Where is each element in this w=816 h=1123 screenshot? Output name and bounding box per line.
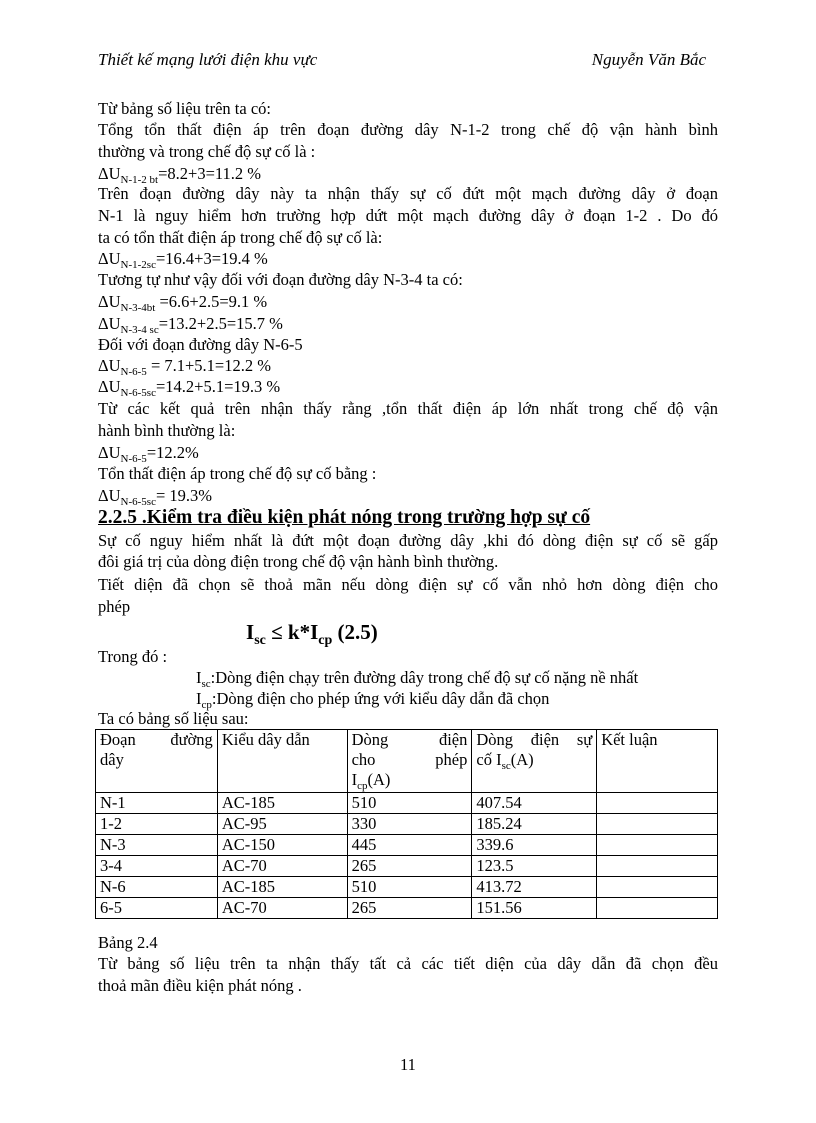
page-number: 11 (400, 1055, 416, 1074)
eq-value: =12.2% (146, 443, 199, 462)
def-symbol: I (196, 668, 202, 687)
equation-du-max-sc (98, 486, 718, 506)
delta-u-symbol: ΔU (98, 164, 121, 183)
table-row (96, 856, 718, 877)
paragraph-line: Tổng tổn thất điện áp trên đoạn đường dây N-1-2 trong chế độ vận hành bình (98, 120, 718, 139)
table-intro: Ta có bảng số liệu sau: (98, 709, 249, 728)
header-unit: (A) (510, 750, 534, 769)
table-cell: AC-185 (217, 877, 347, 898)
table-header-row (96, 730, 718, 793)
eq-value: = 19.3% (155, 486, 213, 505)
table-row (96, 898, 718, 919)
def-subscript: sc (201, 678, 211, 690)
eq-subscript: N-3-4 sc (120, 324, 159, 336)
paragraph-line: phép (98, 597, 131, 616)
table-cell: 1-2 (96, 814, 218, 835)
header-cell-wire-type (217, 730, 347, 793)
header-text: cho phép (351, 750, 468, 769)
header-text-icp (352, 770, 468, 790)
paragraph-line: thường và trong chế độ sự cố là : (98, 142, 316, 161)
eq-subscript: N-6-5sc (120, 496, 156, 508)
formula-number: (2.5) (332, 620, 378, 644)
paragraph-line: ta có tổn thất điện áp trong chế độ sự cố là: (98, 228, 383, 247)
table-cell: N-6 (96, 877, 218, 898)
paragraph-line: hành bình thường là: (98, 421, 236, 440)
def-symbol: I (196, 689, 202, 708)
delta-u-symbol: ΔU (98, 486, 121, 505)
paragraph-line: Tiết diện đã chọn sẽ thoả mãn nếu dòng điện sự cố vẫn nhỏ hơn dòng điện cho (98, 575, 718, 594)
delta-u-symbol: ΔU (98, 314, 121, 333)
header-text-isc (476, 750, 592, 770)
paragraph-line: N-1 là nguy hiểm hơn trường hợp dứt một mạch đường dây ở đoạn 1-2 . Do đó (98, 206, 718, 225)
intro-line: Từ bảng số liệu trên ta có: (98, 99, 271, 118)
table-cell: AC-150 (217, 835, 347, 856)
table-cell (597, 877, 718, 898)
header-author: Nguyễn Văn Bắc (591, 50, 706, 69)
table-cell: 330 (347, 814, 472, 835)
table-cell: 6-5 (96, 898, 218, 919)
header-subscript: cp (357, 780, 368, 792)
header-text: Dòng điện (351, 730, 468, 749)
table-cell: AC-185 (217, 793, 347, 814)
equation-du-n65-sc (98, 377, 718, 397)
eq-subscript: N-6-5sc (120, 387, 156, 399)
header-unit: (A) (367, 770, 391, 789)
table-row (96, 877, 718, 898)
header-symbol: I (351, 770, 358, 789)
table-cell: 265 (347, 856, 472, 877)
formula-i: I (246, 620, 255, 644)
table-cell: 265 (347, 898, 472, 919)
header-text: dây (100, 750, 124, 769)
eq-subscript: N-6-5 (120, 453, 147, 465)
equation-du-n34-bt (98, 292, 718, 312)
equation-du-n12-bt (98, 164, 718, 184)
eq-subscript: N-1-2sc (120, 259, 156, 271)
eq-value: = 7.1+5.1=12.2 % (146, 356, 271, 375)
eq-subscript: N-3-4bt (120, 302, 156, 314)
header-cell-icp (347, 730, 472, 793)
delta-u-symbol: ΔU (98, 443, 121, 462)
eq-value: =13.2+2.5=15.7 % (158, 314, 283, 333)
table-cell (597, 856, 718, 877)
paragraph-line: đôi giá trị của dòng điện trong chế độ vận hành bình thường. (98, 552, 499, 571)
table-cell: N-1 (96, 793, 218, 814)
table-cell: 3-4 (96, 856, 218, 877)
delta-u-symbol: ΔU (98, 249, 121, 268)
eq-value: =8.2+3=11.2 % (158, 164, 262, 183)
paragraph-line: Đối với đoạn đường dây N-6-5 (98, 335, 303, 354)
table-cell: AC-95 (217, 814, 347, 835)
table-cell: AC-70 (217, 898, 347, 919)
header-text: Dòng điện sự (476, 730, 593, 749)
header-cell-segment (96, 730, 218, 793)
def-subscript: cp (201, 699, 212, 711)
running-header (98, 50, 706, 74)
table-cell: N-3 (96, 835, 218, 856)
delta-u-symbol: ΔU (98, 356, 121, 375)
delta-u-symbol: ΔU (98, 292, 121, 311)
equation-du-n12-sc (98, 249, 718, 269)
paragraph-line: Tương tự như vậy đối với đoạn đường dây N-3-4 ta có: (98, 270, 463, 289)
table-cell: 339.6 (472, 835, 597, 856)
eq-value: =14.2+5.1=19.3 % (155, 377, 281, 396)
table-cell: 151.56 (472, 898, 597, 919)
header-text: Kết luận (601, 730, 658, 749)
equation-du-n65-bt (98, 356, 718, 376)
where-label: Trong đó : (98, 647, 168, 666)
table-cell: 413.72 (472, 877, 597, 898)
table-cell: 510 (347, 793, 472, 814)
paragraph-line: Tổn thất điện áp trong chế độ sự cố bằng : (98, 464, 377, 483)
table-cell (597, 835, 718, 856)
table-cell: 445 (347, 835, 472, 856)
table-row (96, 835, 718, 856)
header-text: Đoạn đường (100, 730, 213, 749)
definition-isc (196, 668, 716, 688)
table-cell: 185.24 (472, 814, 597, 835)
table-caption: Bảng 2.4 (98, 933, 158, 952)
eq-subscript: N-6-5 (120, 366, 147, 378)
header-cell-conclusion (597, 730, 718, 793)
table-cell (597, 793, 718, 814)
table-row (96, 793, 718, 814)
paragraph-line: thoả mãn điều kiện phát nóng . (98, 976, 302, 995)
def-text: :Dòng điện cho phép ứng với kiểu dây dẫn đã chọn (211, 689, 550, 708)
definition-icp (196, 689, 716, 709)
paragraph-line: Từ bảng số liệu trên ta nhận thấy tất cả các tiết diện của dây dẫn đã chọn đều (98, 954, 718, 973)
section-heading: 2.2.5 .Kiểm tra điều kiện phát nóng trong trường hợp sự cố (98, 507, 591, 528)
header-text: Kiểu dây dẫn (221, 730, 310, 749)
formula-2-5 (246, 620, 378, 648)
table-cell (597, 898, 718, 919)
table-cell: 123.5 (472, 856, 597, 877)
header-cell-isc (472, 730, 597, 793)
paragraph-line: Sự cố nguy hiểm nhất là đứt một đoạn đường dây ,khi đó dòng điện sự cố sẽ gấp (98, 531, 718, 550)
table-row (96, 814, 718, 835)
formula-cp: cp (318, 633, 333, 648)
delta-u-symbol: ΔU (98, 377, 121, 396)
eq-subscript: N-1-2 bt (120, 174, 159, 186)
eq-value: =6.6+2.5=9.1 % (155, 292, 268, 311)
formula-op: ≤ k*I (265, 620, 319, 644)
header-symbol: cố I (476, 750, 502, 769)
table-cell: 510 (347, 877, 472, 898)
eq-value: =16.4+3=19.4 % (155, 249, 268, 268)
paragraph-line: Từ các kết quả trên nhận thấy rằng ,tổn thất điện áp lớn nhất trong chế độ vận (98, 399, 718, 418)
header-subscript: sc (501, 760, 511, 772)
equation-du-n34-sc (98, 314, 718, 334)
data-table (95, 729, 718, 919)
table-cell (597, 814, 718, 835)
equation-du-max-bt (98, 443, 718, 463)
formula-sc: sc (254, 633, 266, 648)
paragraph-line: Trên đoạn đường dây này ta nhận thấy sự cố đứt một mạch đường dây ở đoạn (98, 184, 718, 203)
def-text: :Dòng điện chạy trên đường dây trong chế độ sự cố nặng nề nhất (210, 668, 639, 687)
table-cell: 407.54 (472, 793, 597, 814)
table-cell: AC-70 (217, 856, 347, 877)
header-title: Thiết kế mạng lưới điện khu vực (98, 50, 318, 69)
